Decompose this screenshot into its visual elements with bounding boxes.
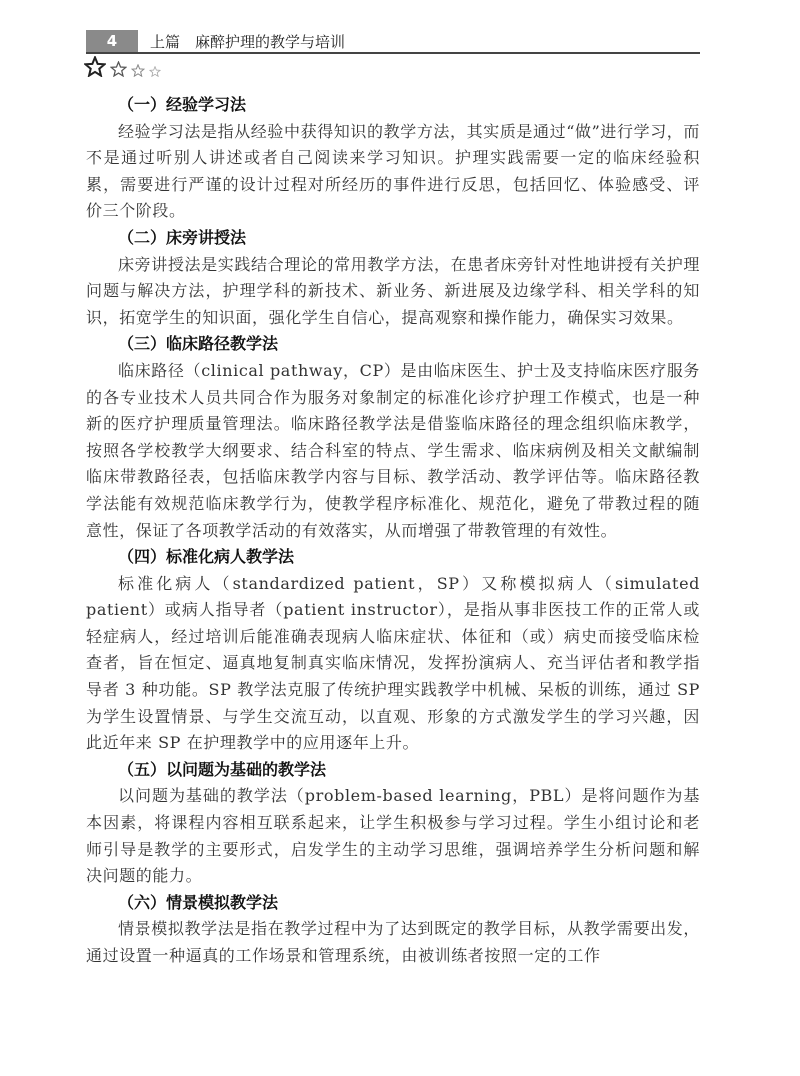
star-outline-icon: [131, 64, 145, 77]
difficulty-stars: [84, 55, 161, 77]
section-paragraph: 经验学习法是指从经验中获得知识的教学方法，其实质是通过“做”进行学习，而不是通过听别人讲述或者自己阅读来学习知识。护理实践需要一定的临床经验积累，需要进行严谨的设计过程对所经历的事件进行反思，包括回忆、体验感受、评价三个阶段。: [86, 121, 700, 221]
star-outline-icon: [149, 66, 161, 77]
section-paragraph: 以问题为基础的教学法（problem-based learning，PBL）是将问题作为基本因素，将课程内容相互联系起来，让学生积极参与学习过程。学生小组讨论和老师引导是教学的主要形式，启发学生的主动学习思维，强调培养学生分析问题和解决问题的能力。: [86, 786, 700, 886]
header-rule: [86, 52, 700, 54]
section-paragraph: 情景模拟教学法是指在教学过程中为了达到既定的教学目标，从教学需要出发，通过设置一种逼真的工作场景和管理系统，由被训练者按照一定的工作: [86, 919, 700, 965]
section-title: （六）情景模拟教学法: [118, 892, 279, 912]
section-title: （一）经验学习法: [118, 95, 247, 114]
page-number: 4: [86, 30, 138, 52]
header-title: 上篇 麻醉护理的教学与培训: [150, 32, 346, 51]
star-filled-icon: [84, 56, 106, 77]
running-header: [86, 30, 700, 52]
section-title: （三）临床路径教学法: [118, 334, 279, 354]
section-paragraph: 标准化病人（standardized patient，SP）又称模拟病人（simulated patient）或病人指导者（patient instructor），是指从事非医技工作的正常人或轻症病人，经过培训后能准确表现病人临床症状、体征和（或）病史而接受临床检查者，旨在恒定、逼真地复制真实临床情况，发挥扮演病人、充当评估者和教学指导者 3 种功能。SP 教学法克服了传统护理实践教学中机械、呆板的训练，通过 SP 为学生设置情景、与学生交流互动，以直观、形象的方式激发学生的学习兴趣，因此近年来 SP 在护理教学中的应用逐年上升。: [86, 573, 700, 753]
section-title: （二）床旁讲授法: [118, 227, 247, 247]
section-title: （四）标准化病人教学法: [118, 547, 295, 567]
section-paragraph: 床旁讲授法是实践结合理论的常用教学方法，在患者床旁针对性地讲授有关护理问题与解决方法，护理学科的新技术、新业务、新进展及边缘学科、相关学科的知识，拓宽学生的知识面，强化学生自信心，提高观察和操作能力，确保实习效果。: [86, 254, 700, 327]
section-title: （五）以问题为基础的教学法: [118, 759, 327, 779]
star-outline-icon: [110, 61, 127, 77]
section-paragraph: 临床路径（clinical pathway，CP）是由临床医生、护士及支持临床医疗服务的各专业技术人员共同合作为服务对象制定的标准化诊疗护理工作模式，也是一种新的医疗护理质量管理法。临床路径教学法是借鉴临床路径的理念组织临床教学，按照各学校教学大纲要求、结合科室的特点、学生需求、临床病例及相关文献编制临床带教路径表，包括临床教学内容与目标、教学活动、教学评估等。临床路径教学法能有效规范临床教学行为，使教学程序标准化、规范化，避免了带教过程的随意性，保证了各项教学活动的有效落实，从而增强了带教管理的有效性。: [86, 360, 700, 540]
page-body: [86, 92, 700, 970]
